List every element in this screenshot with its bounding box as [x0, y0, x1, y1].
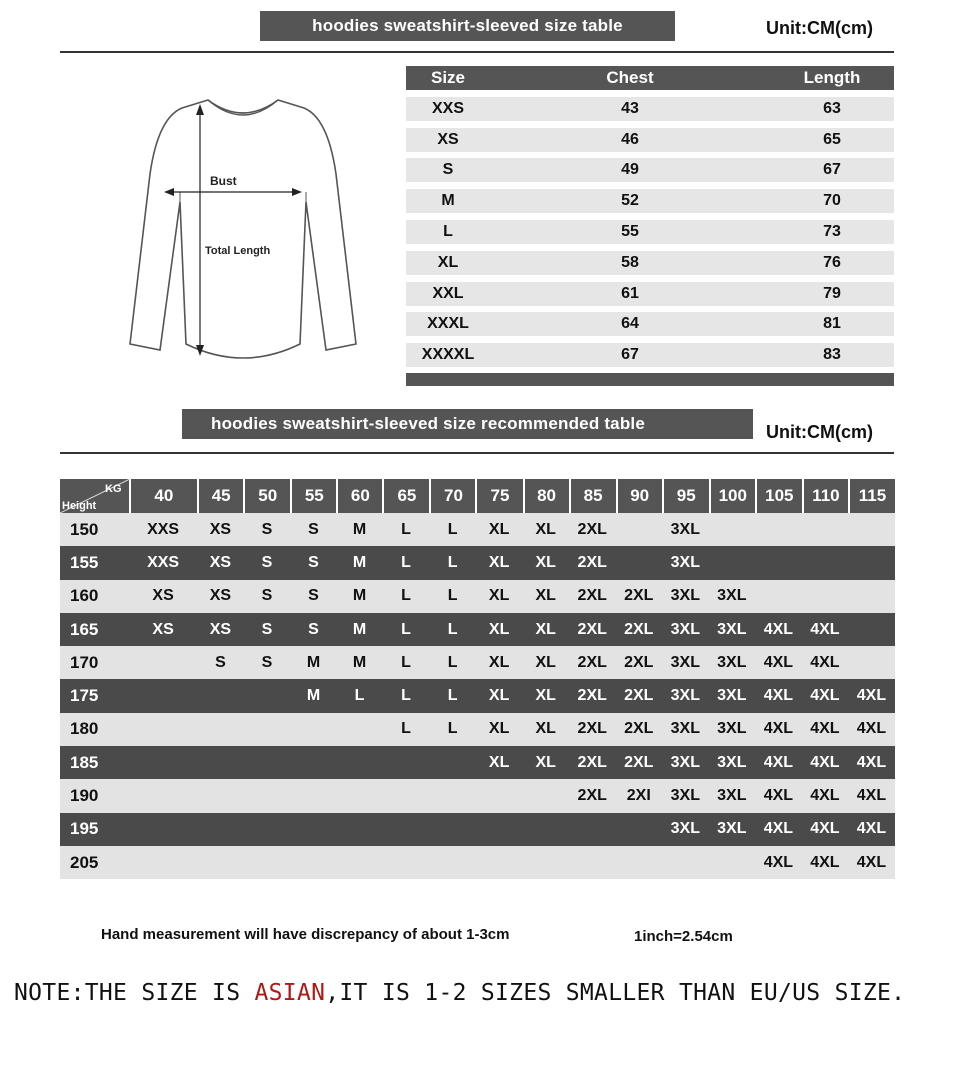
divider-middle: [60, 452, 894, 454]
size-recommendation-cell: 4XL: [810, 787, 840, 805]
size-recommendation-cell: XXS: [147, 553, 180, 571]
size-recommendation-cell: 4XL: [810, 853, 840, 871]
size-recommendation-cell: XL: [488, 520, 510, 538]
kg-header-cell: 90: [618, 479, 662, 513]
size-recommendation-cell: XL: [535, 687, 556, 705]
size-recommendation-cell: 2XL: [577, 753, 607, 771]
size-table: [406, 66, 894, 386]
size-recommendation-cell: 3XL: [670, 587, 700, 605]
size-recommendation-cell: 3XL: [717, 787, 747, 805]
height-cell: 155: [70, 552, 99, 572]
size-table-row: [406, 158, 894, 182]
size-recommendation-cell: S: [261, 587, 273, 605]
size-recommendation-cell: 2XL: [624, 653, 654, 671]
size-recommendation-cell: XL: [488, 553, 510, 571]
size-recommendation-cell: S: [308, 587, 319, 605]
chest-cell: 55: [621, 222, 639, 240]
table-corner: [60, 479, 129, 513]
size-recommendation-cell: 2XI: [626, 787, 651, 805]
chest-cell: 43: [621, 99, 639, 117]
divider-top: [60, 51, 894, 53]
size-recommendation-cell: 4XL: [856, 687, 887, 705]
recommend-row: [60, 813, 895, 846]
length-cell: 73: [823, 222, 841, 240]
size-recommendation-cell: L: [401, 587, 411, 605]
size-cell: XS: [437, 130, 459, 148]
size-table-footer-bar: [406, 373, 894, 386]
size-recommendation-cell: 4XL: [856, 820, 887, 838]
size-recommendation-cell: 4XL: [810, 720, 840, 738]
size-recommendation-cell: L: [447, 620, 458, 638]
size-recommendation-cell: 3XL: [717, 820, 747, 838]
size-recommendation-cell: XL: [488, 753, 510, 771]
size-recommendation-cell: 3XL: [670, 653, 700, 671]
size-cell: S: [442, 161, 454, 179]
size-recommendation-cell: L: [401, 653, 411, 671]
size-table-row: [406, 312, 894, 336]
asian-note-start: NOTE:THE SIZE IS: [14, 980, 255, 1006]
size-recommendation-cell: XS: [209, 587, 232, 605]
kg-header-cell: 115: [850, 479, 895, 513]
size-table-row: [406, 251, 894, 275]
size-recommendation-cell: 4XL: [810, 687, 840, 705]
size-recommendation-cell: 3XL: [670, 687, 700, 705]
size-recommendation-cell: 4XL: [856, 787, 887, 805]
size-recommendation-cell: M: [352, 520, 367, 538]
size-recommendation-cell: 2XL: [577, 587, 607, 605]
size-recommendation-cell: S: [308, 620, 319, 638]
length-cell: 81: [823, 315, 841, 333]
size-recommendation-cell: 4XL: [856, 753, 887, 771]
kg-header-cell: 75: [477, 479, 522, 513]
size-recommendation-cell: S: [261, 620, 273, 638]
kg-header-cell: 45: [199, 479, 243, 513]
kg-header-cell: 70: [431, 479, 475, 513]
size-recommendation-cell: 4XL: [810, 653, 840, 671]
size-recommendation-cell: 4XL: [763, 653, 794, 671]
size-table-row: [406, 189, 894, 213]
height-cell: 165: [70, 619, 99, 639]
size-recommendation-cell: 2XL: [577, 720, 607, 738]
size-recommendation-cell: 3XL: [670, 720, 700, 738]
kg-header-cell: 50: [245, 479, 290, 513]
recommend-row: [60, 779, 895, 812]
kg-header-cell: 85: [571, 479, 616, 513]
size-recommendation-cell: L: [401, 687, 411, 705]
recommend-table-header: [60, 479, 895, 513]
size-recommendation-cell: S: [308, 553, 319, 571]
chest-cell: 58: [621, 253, 639, 271]
size-recommendation-cell: 2XL: [577, 520, 607, 538]
chest-cell: 67: [621, 346, 639, 364]
size-recommendation-cell: 2XL: [577, 620, 607, 638]
size-recommendation-cell: M: [306, 653, 321, 671]
size-recommendation-cell: 2XL: [577, 553, 607, 571]
recommend-table: [60, 479, 895, 879]
size-recommendation-cell: 2XL: [624, 620, 654, 638]
size-recommendation-cell: XL: [535, 653, 556, 671]
length-cell: 65: [823, 130, 841, 148]
size-recommendation-cell: L: [447, 720, 458, 738]
size-recommendation-cell: 4XL: [810, 620, 840, 638]
asian-note-end: ,IT IS 1-2 SIZES SMALLER THAN EU/US SIZE.: [325, 980, 906, 1006]
size-table-row: [406, 220, 894, 244]
size-table-unit: Unit:CM(cm): [766, 18, 873, 38]
size-table-row: [406, 343, 894, 367]
size-recommendation-cell: L: [401, 720, 411, 738]
recommend-row: [60, 513, 895, 546]
size-recommendation-cell: 4XL: [763, 787, 794, 805]
recommend-row: [60, 646, 895, 679]
asian-note-highlight: ASIAN: [254, 980, 326, 1006]
size-recommendation-cell: 3XL: [717, 753, 747, 771]
chest-cell: 64: [621, 315, 639, 333]
size-recommendation-cell: M: [352, 653, 367, 671]
size-recommendation-cell: 2XL: [624, 753, 654, 771]
size-recommendation-cell: 3XL: [717, 653, 747, 671]
kg-header-cell: 60: [338, 479, 382, 513]
recommend-row: [60, 713, 895, 746]
size-recommendation-cell: 2XL: [624, 687, 654, 705]
size-recommendation-cell: XL: [488, 653, 510, 671]
size-recommendation-cell: XL: [535, 720, 556, 738]
size-table-banner: hoodies sweatshirt-sleeved size table: [260, 11, 675, 41]
size-recommendation-cell: 4XL: [810, 753, 840, 771]
discrepancy-note: Hand measurement will have discrepancy of about 1-3cm: [101, 926, 510, 943]
size-cell: XXS: [431, 99, 464, 117]
kg-header-cell: 100: [711, 479, 755, 513]
inch-conversion-note: 1inch=2.54cm: [634, 928, 733, 945]
size-recommendation-cell: XS: [152, 620, 174, 638]
size-recommendation-cell: 2XL: [577, 653, 607, 671]
size-recommendation-cell: M: [306, 687, 321, 705]
size-recommendation-cell: L: [447, 687, 458, 705]
length-cell: 70: [823, 192, 841, 210]
size-table-row: [406, 282, 894, 306]
kg-header-cell: 40: [131, 479, 198, 513]
size-recommendation-cell: 2XL: [577, 687, 607, 705]
size-recommendation-cell: L: [447, 553, 458, 571]
size-recommendation-cell: 2XL: [624, 587, 654, 605]
recommend-row: [60, 546, 895, 579]
size-recommendation-cell: XL: [488, 687, 510, 705]
size-cell: XL: [437, 253, 459, 271]
bust-label: Bust: [210, 174, 237, 188]
shirt-diagram: [118, 82, 368, 382]
size-recommendation-cell: 3XL: [670, 520, 700, 538]
size-recommendation-cell: 3XL: [670, 620, 700, 638]
size-cell: M: [441, 192, 455, 210]
size-recommendation-cell: L: [401, 553, 411, 571]
size-recommendation-cell: 2XL: [577, 787, 607, 805]
size-recommendation-cell: 3XL: [670, 553, 700, 571]
size-recommendation-cell: XL: [535, 587, 556, 605]
size-recommendation-cell: 3XL: [670, 820, 700, 838]
size-recommendation-cell: L: [447, 587, 458, 605]
size-recommendation-cell: M: [352, 553, 367, 571]
length-cell: 79: [823, 284, 841, 302]
size-recommendation-cell: XL: [535, 753, 556, 771]
size-recommendation-cell: XL: [488, 587, 510, 605]
chest-cell: 49: [621, 161, 639, 179]
chest-cell: 52: [621, 192, 639, 210]
size-recommendation-cell: L: [447, 653, 458, 671]
size-cell: L: [443, 222, 453, 240]
length-cell: 67: [823, 161, 841, 179]
size-recommendation-cell: 4XL: [856, 853, 887, 871]
kg-header-cell: 55: [292, 479, 336, 513]
total-length-label: Total Length: [205, 245, 271, 257]
size-recommendation-cell: XL: [535, 553, 556, 571]
height-cell: 180: [70, 719, 99, 739]
kg-header-cell: 110: [804, 479, 848, 513]
size-recommendation-cell: S: [261, 553, 273, 571]
kg-header-cell: 65: [384, 479, 429, 513]
kg-header-cell: 80: [525, 479, 569, 513]
size-recommendation-cell: S: [308, 520, 319, 538]
kg-header-cell: 95: [664, 479, 709, 513]
size-recommendation-cell: M: [352, 587, 367, 605]
chest-cell: 46: [621, 130, 639, 148]
size-header: Size: [430, 68, 466, 87]
height-cell: 205: [70, 852, 99, 872]
size-recommendation-cell: L: [401, 520, 411, 538]
size-recommendation-cell: 2XL: [624, 720, 654, 738]
size-cell: XXL: [432, 284, 464, 302]
size-recommendation-cell: 4XL: [763, 820, 794, 838]
size-cell: XXXXL: [421, 346, 475, 364]
chest-header: Chest: [606, 68, 654, 87]
size-recommendation-cell: L: [401, 620, 411, 638]
size-recommendation-cell: XXS: [147, 520, 180, 538]
size-recommendation-cell: 3XL: [670, 753, 700, 771]
length-cell: 76: [823, 253, 841, 271]
size-recommendation-cell: 3XL: [717, 587, 747, 605]
size-recommendation-cell: 4XL: [763, 720, 794, 738]
size-recommendation-cell: 4XL: [763, 620, 794, 638]
recommend-row: [60, 846, 895, 879]
size-recommendation-cell: 3XL: [717, 620, 747, 638]
size-recommendation-cell: XS: [209, 553, 232, 571]
recommend-table-unit: Unit:CM(cm): [766, 422, 873, 442]
height-cell: 190: [70, 786, 99, 806]
size-recommendation-cell: 4XL: [810, 820, 840, 838]
asian-size-note: [14, 980, 905, 1006]
size-recommendation-cell: XL: [535, 520, 556, 538]
size-recommendation-cell: M: [352, 620, 367, 638]
height-cell: 170: [70, 652, 99, 672]
size-recommendation-cell: XS: [152, 587, 174, 605]
height-cell: 195: [70, 819, 99, 839]
size-recommendation-cell: S: [215, 653, 226, 671]
height-cell: 175: [70, 686, 99, 706]
kg-header-cell: 105: [757, 479, 802, 513]
height-corner-label: Height: [62, 500, 97, 512]
kg-corner-label: KG: [105, 483, 122, 495]
size-recommendation-cell: 4XL: [763, 853, 794, 871]
height-cell: 160: [70, 586, 99, 606]
height-cell: 150: [70, 519, 99, 539]
size-recommendation-cell: 4XL: [763, 687, 794, 705]
size-cell: XXXL: [427, 315, 469, 333]
size-recommendation-cell: 4XL: [763, 753, 794, 771]
size-table-header: [406, 66, 894, 90]
size-recommendation-cell: S: [261, 653, 273, 671]
size-recommendation-cell: XS: [209, 520, 232, 538]
recommend-row: [60, 746, 895, 779]
size-recommendation-cell: XL: [488, 720, 510, 738]
length-header: Length: [803, 68, 861, 87]
size-recommendation-cell: XL: [535, 620, 556, 638]
recommend-row: [60, 679, 895, 712]
recommend-row: [60, 580, 895, 613]
size-recommendation-cell: 3XL: [670, 787, 700, 805]
chest-cell: 61: [621, 284, 639, 302]
size-table-row: [406, 128, 894, 152]
size-recommendation-cell: 4XL: [856, 720, 887, 738]
length-cell: 83: [823, 346, 841, 364]
size-recommendation-cell: L: [354, 687, 365, 705]
size-recommendation-cell: XS: [209, 620, 232, 638]
size-recommendation-cell: S: [261, 520, 273, 538]
recommend-row: [60, 613, 895, 646]
size-table-row: [406, 97, 894, 121]
length-cell: 63: [823, 99, 841, 117]
recommend-table-banner: hoodies sweatshirt-sleeved size recommended table: [182, 409, 753, 439]
size-recommendation-cell: 3XL: [717, 687, 747, 705]
size-recommendation-cell: L: [447, 520, 458, 538]
size-recommendation-cell: XL: [488, 620, 510, 638]
size-recommendation-cell: 3XL: [717, 720, 747, 738]
height-cell: 185: [70, 752, 99, 772]
